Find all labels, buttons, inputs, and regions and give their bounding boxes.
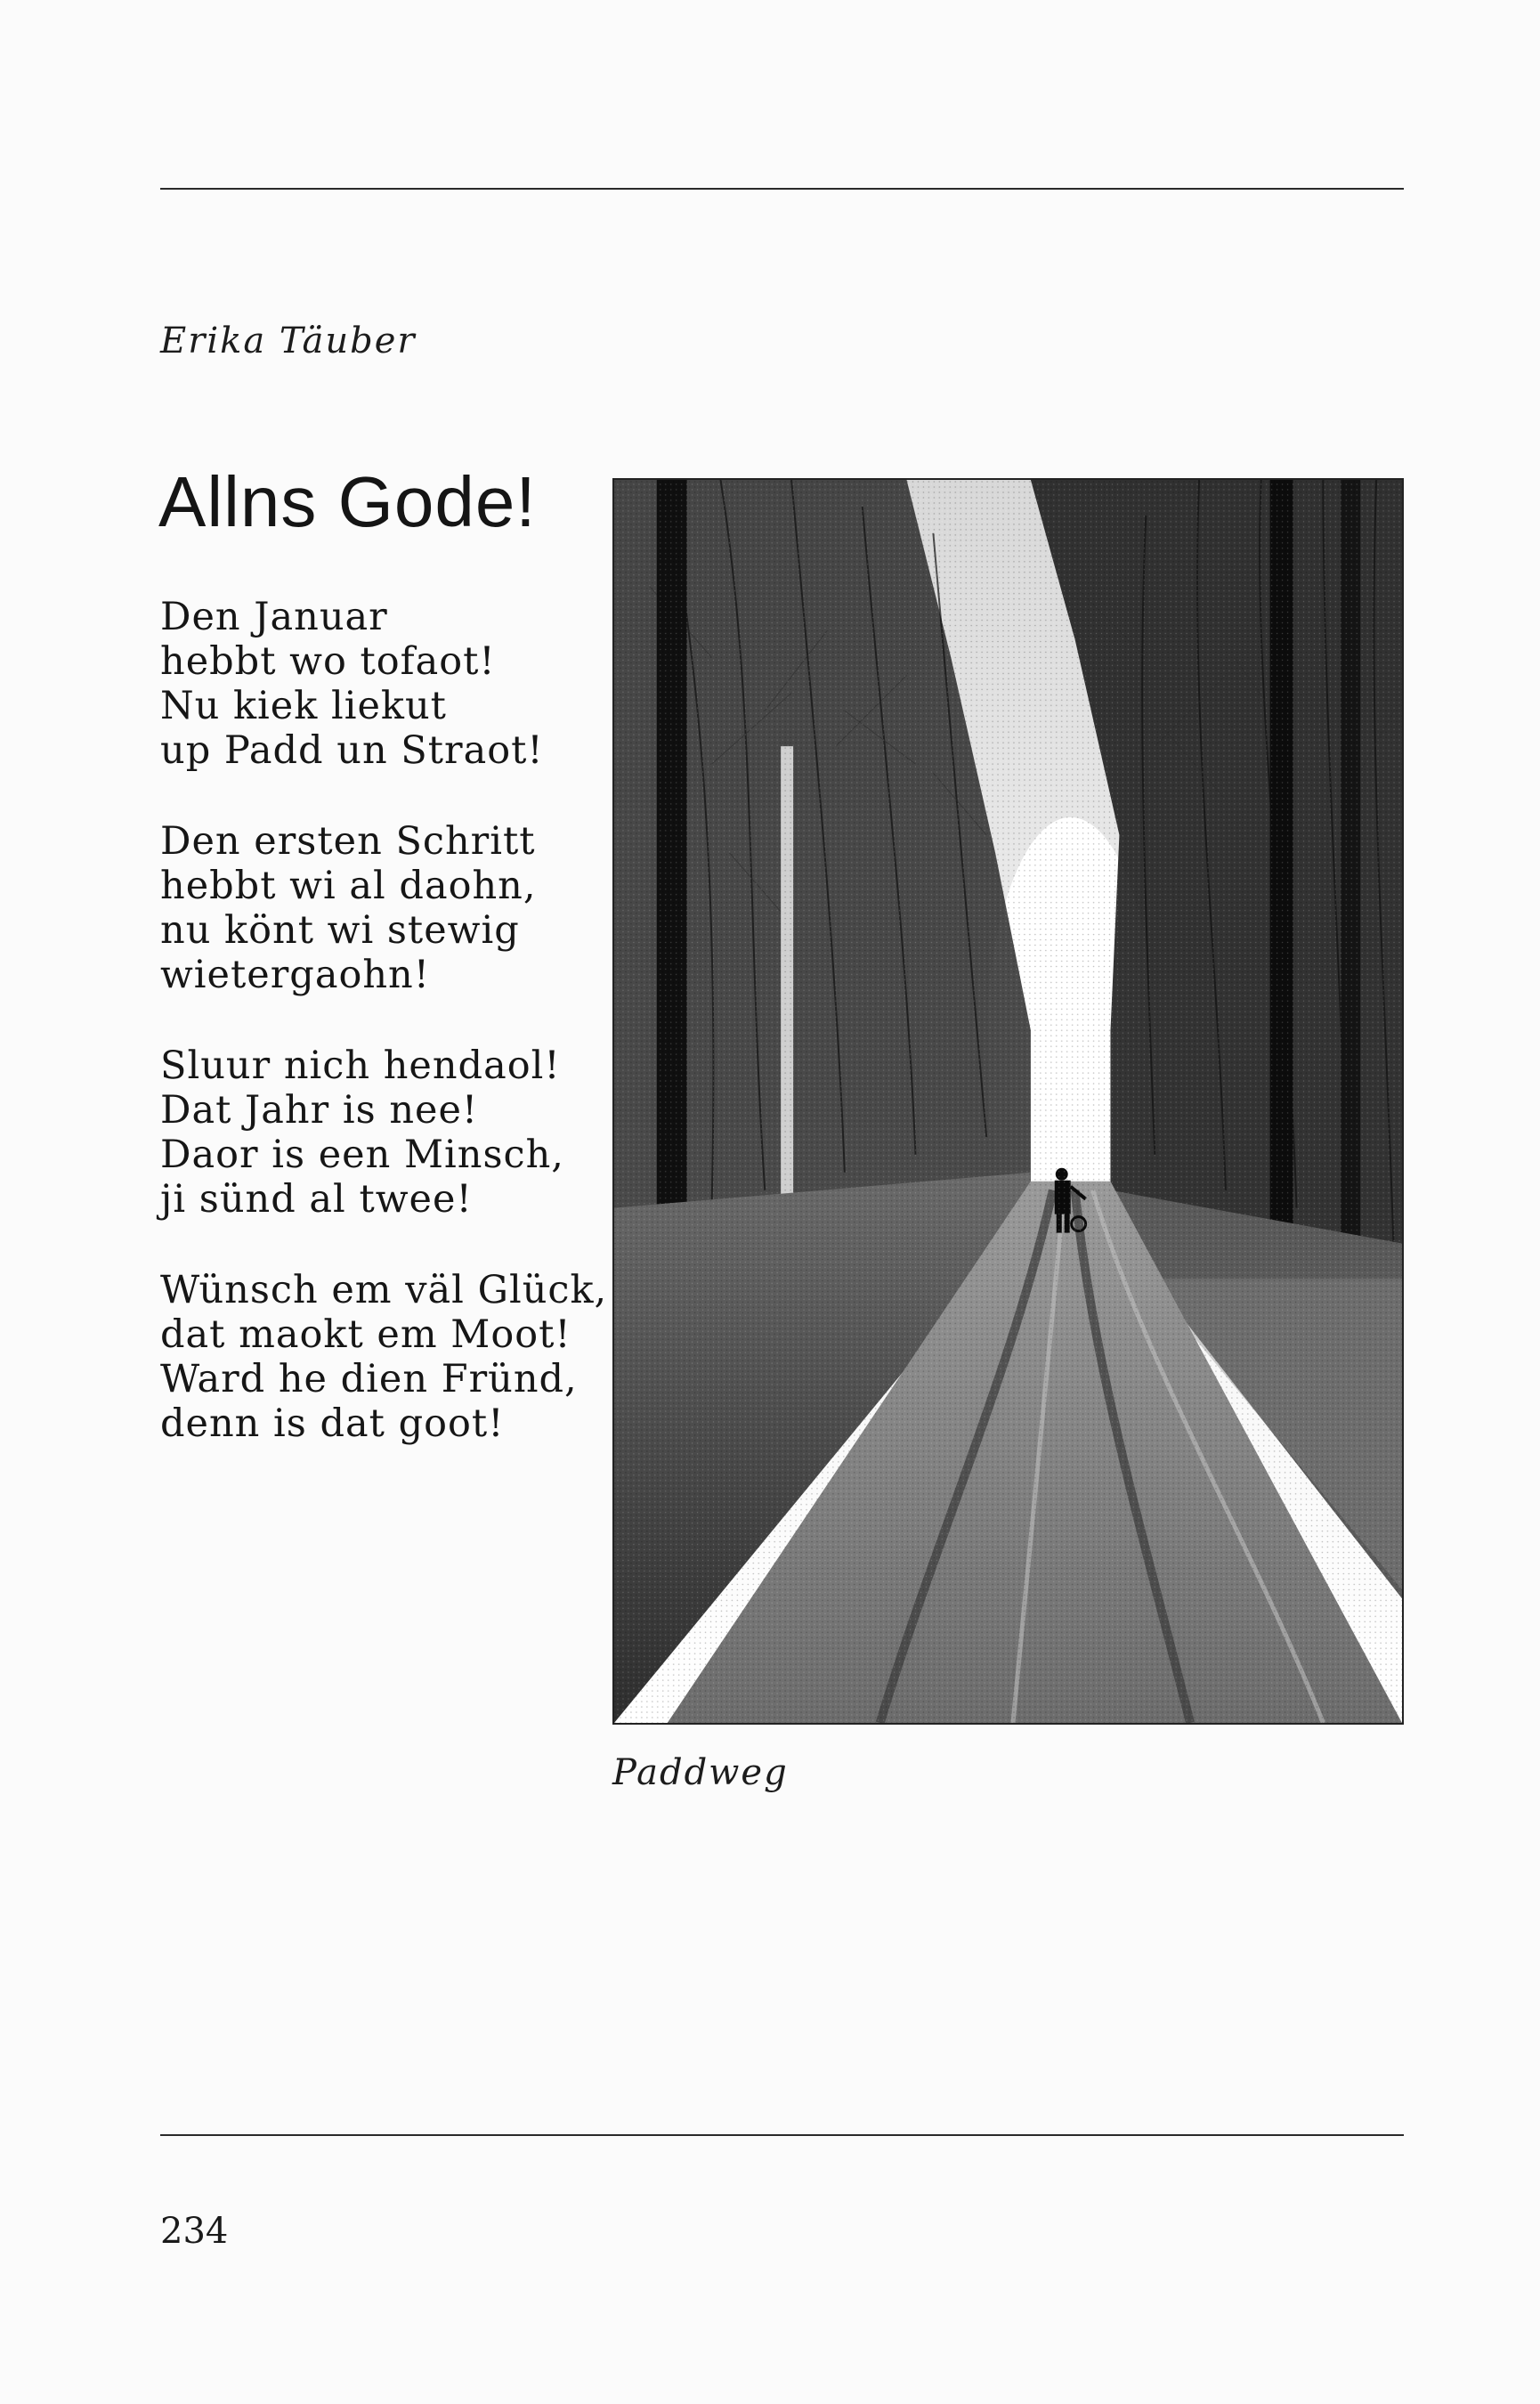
woodland-path-photo (612, 478, 1404, 1725)
poem-line: wietergaohn! (160, 953, 431, 997)
poem-line: denn is dat goot! (160, 1401, 505, 1446)
poem-line: ji sünd al twee! (160, 1177, 473, 1222)
stanza (160, 595, 605, 773)
photo-caption: Paddweg (612, 1752, 789, 1793)
poem-line: Den ersten Schritt (160, 819, 536, 864)
poem-line: hebbt wi al daohn, (160, 864, 537, 908)
poem-line: nu könt wi stewig (160, 908, 520, 953)
poem-line: Ward he dien Fründ, (160, 1357, 578, 1401)
poem-line: Wünsch em väl Glück, (160, 1268, 608, 1312)
poem-line: Nu kiek liekut (160, 684, 447, 728)
page-number: 234 (160, 2211, 229, 2252)
poem-line: Dat Jahr is nee! (160, 1088, 479, 1133)
poem-line: Daor is een Minsch, (160, 1133, 564, 1177)
poem-line: up Padd un Straot! (160, 728, 544, 773)
top-rule (160, 188, 1404, 190)
poem-body (160, 595, 608, 1492)
poem-title: Allns Gode! (158, 462, 537, 541)
bottom-rule (160, 2134, 1404, 2136)
stanza (160, 819, 605, 997)
stanza (160, 1268, 608, 1446)
stanza (160, 1044, 605, 1222)
author-name: Erika Täuber (160, 321, 417, 361)
poem-line: dat maokt em Moot! (160, 1312, 571, 1357)
poem-line: Sluur nich hendaol! (160, 1044, 561, 1088)
poem-line: Den Januar (160, 595, 388, 639)
poem-line: hebbt wo tofaot! (160, 639, 496, 684)
photo-illustration (614, 480, 1402, 1723)
